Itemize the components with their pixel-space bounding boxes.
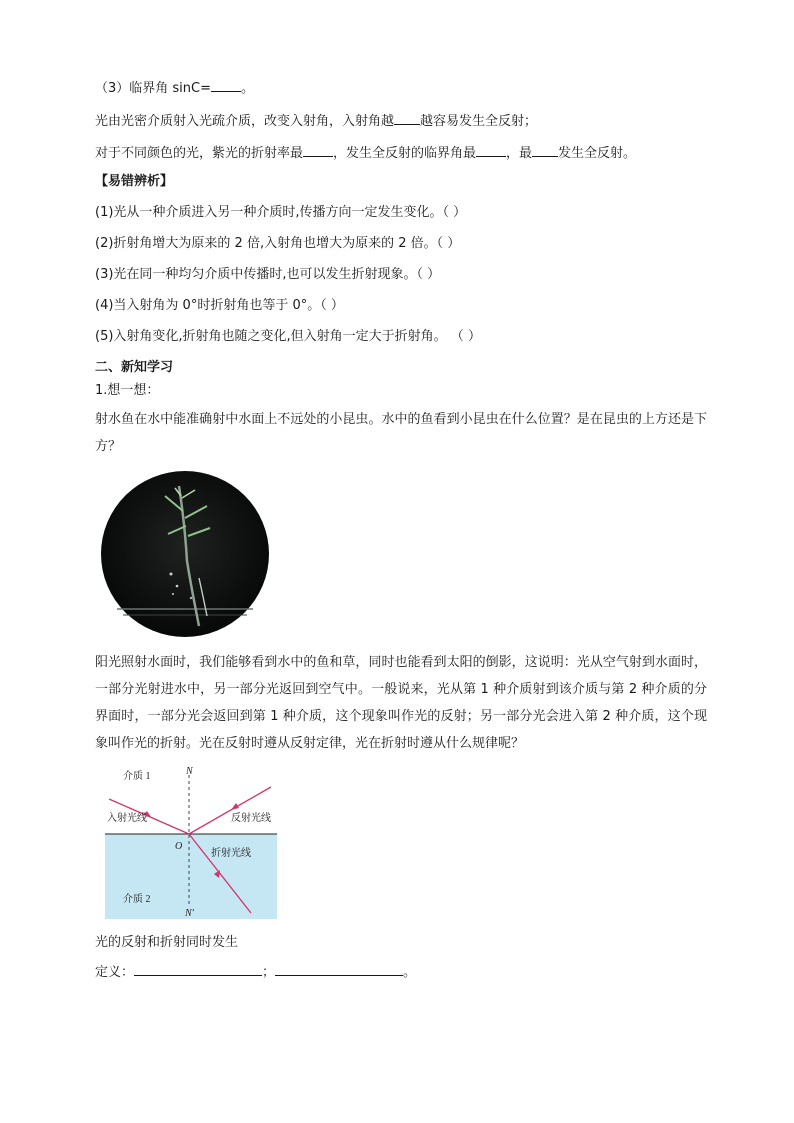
think-label: 1.想一想： [95,383,160,398]
definition-blank-2[interactable] [275,961,403,976]
refracted-ray-label: 折射光线 [211,848,251,859]
q3-prefix: （3）临界角 sinC= [95,81,211,96]
error-item-1: (1)光从一种介质进入另一种介质时,传播方向一定发生变化。（ ） [95,205,467,220]
archer-fish-photo [95,466,275,641]
answer-blank[interactable] [394,110,420,125]
medium-2-label: 介质 2 [123,894,151,905]
point-o-label: O [175,841,183,852]
definition-blank-1[interactable] [134,961,262,976]
answer-blank[interactable] [532,142,558,157]
colors-text-3: ，最 [506,146,533,161]
error-item-3: (3)光在同一种均匀介质中传播时,也可以发生折射现象。（ ） [95,267,441,282]
q3-suffix: 。 [241,81,255,96]
definition-line [95,961,416,983]
reflected-ray-label: 反射光线 [231,813,271,824]
archer-fish-question: 射水鱼在水中能准确射中水面上不远处的小昆虫。水中的鱼看到小昆虫在什么位置？是在昆虫的上方还是下方？ [95,412,707,454]
definition-end: 。 [403,965,417,980]
reflected-ray [189,787,271,834]
definition-label: 定义： [95,965,135,980]
medium-1-label: 介质 1 [123,771,151,782]
section-title-new-knowledge: 二、新知学习 [95,360,174,375]
normal-top-label: N [186,766,193,777]
answer-blank[interactable] [211,77,241,92]
diagram-caption: 光的反射和折射同时发生 [95,935,239,950]
error-item-2: (2)折射角增大为原来的 2 倍,入射角也增大为原来的 2 倍。（ ） [95,236,461,251]
colors-text-4: 发生全反射。 [558,146,637,161]
color-refraction-line [95,142,636,164]
medium-2-region [105,834,277,919]
question-3-critical-angle [95,77,254,99]
tir-text-2: 越容易发生全反射； [420,114,538,129]
error-item-5: (5)入射角变化,折射角也随之变化,但入射角一定大于折射角。 （ ） [95,329,481,344]
definition-separator: ； [262,965,276,980]
reflection-refraction-explanation: 阳光照射水面时，我们能够看到水中的鱼和草，同时也能看到太阳的倒影，这说明：光从空气射到水面时，一部分光射进水中，另一部分光返回到空气中。一般说来，光从第 1 种介质射到该介质与第 2 种介质的分界面时，一部分光会返回到第 1 种介质，这个现象叫作光的反射；另一部分光会进入第 2 种介质，这个现象叫作光的折射。光在反射时遵从反射定律，光在折射时遵从什么规律呢？ [95,655,707,751]
normal-bottom-label: N′ [185,908,194,919]
total-reflection-condition-line [95,110,537,132]
section-title-common-errors: 【易错辨析】 [95,174,174,189]
answer-blank[interactable] [303,142,333,157]
reflection-refraction-diagram [103,765,279,920]
error-item-4: (4)当入射角为 0°时折射角也等于 0°。（ ） [95,298,344,313]
colors-text-1: 对于不同颜色的光，紫光的折射率最 [95,146,304,161]
incident-ray-label: 入射光线 [107,813,147,824]
tir-text-1: 光由光密介质射入光疏介质，改变入射角，入射角越 [95,114,395,129]
colors-text-2: ，发生全反射的临界角最 [333,146,477,161]
answer-blank[interactable] [476,142,506,157]
